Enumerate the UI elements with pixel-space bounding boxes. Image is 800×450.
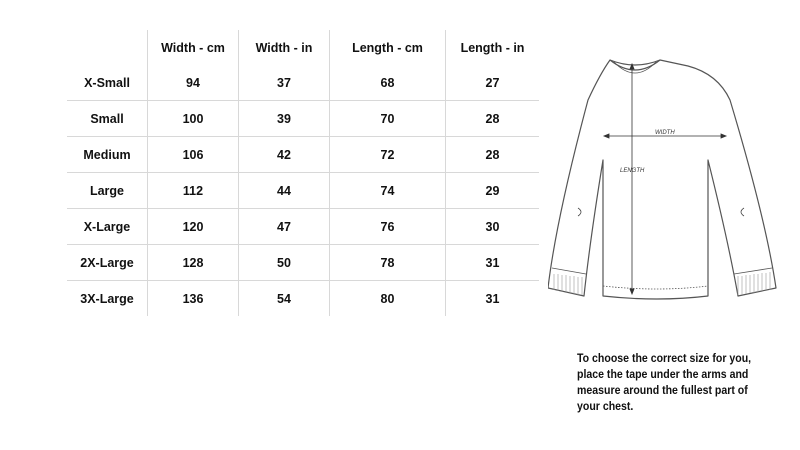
width-label: WIDTH [655,130,675,136]
table-row [67,245,539,281]
size-label: X-Large [67,209,148,245]
size-label: X-Small [67,65,148,101]
length-arrow [630,64,634,294]
length-cm-cell: 76 [330,209,446,245]
length-in-cell: 31 [485,291,500,306]
width-cm-cell: 106 [148,137,239,173]
length-cm-cell: 74 [330,173,446,209]
table-row [67,101,539,137]
shirt-diagram [548,40,778,320]
width-in-cell: 39 [239,101,330,137]
width-cm-cell: 136 [148,281,239,317]
length-in-cell: 31 [446,245,540,281]
width-in-cell: 44 [239,173,330,209]
length-cm-cell: 70 [330,101,446,137]
table-row [67,209,539,245]
header-length-cm: Length - cm [330,30,446,65]
header-width-in: Width - in [239,30,330,65]
width-in-cell: 37 [239,65,330,101]
header-empty [67,30,148,65]
length-in-cell: 30 [446,209,540,245]
table-row [67,173,539,209]
width-in-cell: 47 [239,209,330,245]
length-label: LENGTH [620,168,645,174]
length-in-cell: 27 [446,65,540,101]
width-cm-cell: 112 [148,173,239,209]
width-in-cell: 54 [239,281,330,317]
width-in-cell: 42 [239,137,330,173]
length-in-cell: 29 [446,173,540,209]
width-cm-cell: 120 [148,209,239,245]
width-cm-cell: 100 [148,101,239,137]
size-chart-table [67,30,539,316]
length-cm-cell: 72 [330,137,446,173]
length-in-cell: 28 [446,101,540,137]
table-header-row [67,30,539,65]
size-label: Large [67,173,148,209]
table-row [67,137,539,173]
measuring-instructions: To choose the correct size for you, place the tape under the arms and measure around the fullest part of your chest. [577,351,752,413]
length-in-cell: 28 [446,137,540,173]
size-label: 3X-Large [67,281,148,317]
header-length-in: Length - in [460,40,525,55]
length-cm-cell: 78 [330,245,446,281]
width-cm-cell: 94 [148,65,239,101]
width-in-cell: 50 [239,245,330,281]
size-label: Medium [67,137,148,173]
header-width-cm: Width - cm [148,30,239,65]
length-cm-cell: 80 [330,281,446,317]
size-label: Small [67,101,148,137]
width-cm-cell: 128 [148,245,239,281]
length-cm-cell: 68 [330,65,446,101]
table-row [67,65,539,101]
table-row [67,281,539,317]
long-sleeve-shirt-icon [548,60,776,299]
size-label: 2X-Large [67,245,148,281]
